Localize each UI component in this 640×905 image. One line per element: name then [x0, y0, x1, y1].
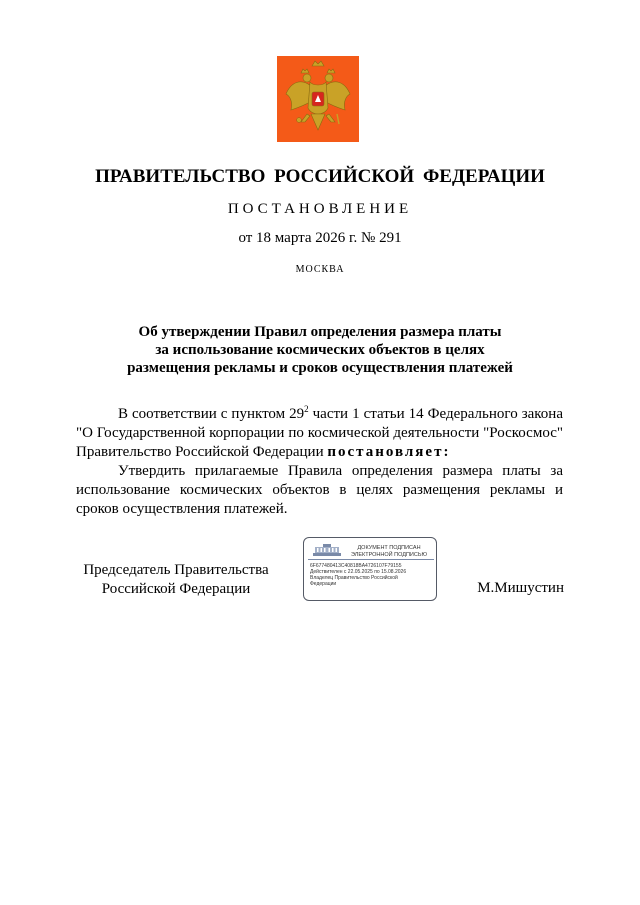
resolves-keyword: постановляет:	[327, 444, 451, 460]
stamp-owner-line: Федерации	[310, 581, 337, 587]
subject-line: размещения рекламы и сроков осуществления платежей	[127, 360, 513, 376]
double-headed-eagle-icon	[277, 56, 359, 142]
document-body	[76, 405, 563, 519]
stamp-details	[310, 563, 434, 587]
document-subject	[0, 323, 640, 377]
stamp-validity: Действителен с 22.05.2025 по 15.08.2026	[310, 569, 407, 575]
stamp-header-line: ЭЛЕКТРОННОЙ ПОДПИСЬЮ	[350, 552, 428, 558]
russian-coat-of-arms-icon	[277, 56, 359, 142]
stamp-header	[344, 545, 434, 559]
basis-text-continued: части 1 статьи 14 Федерального закона "О Государственной корпорации по космической деятельности "Роскосмос" Правительство Российской Федерации	[76, 406, 563, 460]
basis-text: В соответствии с пунктом 29	[118, 406, 305, 422]
government-building-icon	[312, 543, 342, 557]
body-paragraph-decision: Утвердить прилагаемые Правила определения размера платы за использование космических объектов в целях размещения рекламы и сроков осуществления платежей.	[76, 463, 563, 517]
signer-position	[76, 561, 276, 599]
signer-name: М.Мишустин	[477, 580, 564, 596]
superscript-number: 2	[304, 404, 309, 414]
document-type: ПОСТАНОВЛЕНИЕ	[227, 201, 413, 217]
stamp-owner-line: Владелец Правительство Российской	[310, 575, 398, 581]
signer-position-line: Председатель Правительства	[83, 562, 269, 578]
stamp-divider	[308, 559, 434, 560]
subject-line: за использование космических объектов в целях	[155, 342, 485, 358]
stamp-certificate: 6F677480413C40818BA4726107F79155	[310, 563, 402, 569]
body-paragraph-basis	[76, 405, 563, 462]
subject-line: Об утверждении Правил определения размера платы	[138, 324, 502, 340]
signer-position-line: Российской Федерации	[101, 581, 251, 597]
electronic-signature-stamp	[303, 537, 437, 601]
document-date-number: от 18 марта 2026 г. № 291	[238, 230, 402, 246]
document-city: МОСКВА	[295, 264, 345, 275]
government-title: ПРАВИТЕЛЬСТВО РОССИЙСКОЙ ФЕДЕРАЦИИ	[95, 166, 545, 187]
stamp-header-line: ДОКУМЕНТ ПОДПИСАН	[357, 545, 421, 551]
